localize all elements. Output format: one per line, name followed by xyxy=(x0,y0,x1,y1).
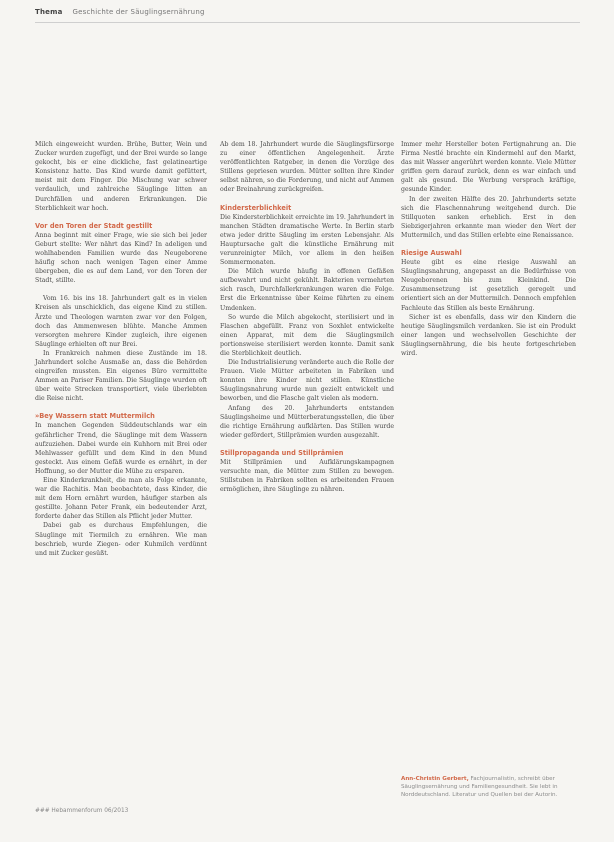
paragraph: So wurde die Milch abgekocht, sterilisiert und in Flaschen abgefüllt. Franz von Soxhlet entwickelte einen Apparat, mit dem die Säuglingsmilch portionsweise sterilisiert werden konnte. Damit sank die Sterblichkeit deutlich. xyxy=(220,313,394,357)
paragraph: Milch eingeweicht wurden. Brühe, Butter, Wein und Zucker wurden zugefügt, und der Brei wurde so lange gekocht, bis er eine dickliche, fast gelatineartige Konsistenz hatte. Das Kind wurde damit gefüttert, meist mit dem Finger. Die Mischung war schwer verdaulich, und zahlreiche Säuglinge litten an Durchfällen und anderen Erkrankungen. Die Sterblichkeit war hoch. xyxy=(35,141,207,212)
paragraph: Mit Stillprämien und Aufklärungskampagnen versuchte man, die Mütter zum Stillen zu bewegen. Stillstuben in Fabriken sollten es arbeitenden Frauen ermöglichen, ihre Säuglinge zu nähren. xyxy=(220,458,394,494)
page-header xyxy=(35,5,595,19)
running-title: Geschichte der Säuglingsernährung xyxy=(72,8,205,16)
subheading: Riesige Auswahl xyxy=(401,249,462,258)
paragraph: Anfang des 20. Jahrhunderts entstanden Säuglingsheime und Mütterberatungsstellen, die über die richtige Ernährung aufklärten. Das Stillen wurde wieder gefördert, Stillprämien wurden ausgezahlt. xyxy=(220,404,394,439)
paragraph: Dabei gab es durchaus Empfehlungen, die Säuglinge mit Tiermilch zu ernähren. Wie man beschrieb, wurde Ziegen- oder Kuhmilch verdünnt und mit Zucker gesüßt. xyxy=(35,522,207,557)
subheading: Stillpropaganda und Stillprämien xyxy=(220,448,344,457)
subheading: Kindersterblichkeit xyxy=(220,203,292,212)
paragraph: Vom 16. bis ins 18. Jahrhundert galt es in vielen Kreisen als unschicklich, das eigene Kind zu stillen. Ärzte und Theologen warnten zwar vor den Folgen, doch das Ammenwesen blühte. Manche Ammen versorgten mehrere Kinder zugleich, ihre eigenen Säuglinge erhielten oft nur Brei. xyxy=(35,295,207,348)
paragraph: Eine Kinderkrankheit, die man als Folge erkannte, war die Rachitis. Man beobachtete, dass Kinder, die mit dem Horn ernährt wurden, häufiger starben als gestillte. Johann Peter Frank, ein bedeutender Arzt, forderte daher das Stillen als Pflicht jeder Mutter. xyxy=(35,477,207,521)
paragraph: In manchen Gegenden Süddeutschlands war ein gefährlicher Trend, die Säuglinge mit dem Wassern aufzuziehen. Dabei wurde ein Kuhhorn mit Brei oder Mehlwasser gefüllt und dem Kind in den Mund gesteckt. Aus einem Gefäß wurde es ernährt, in der Hoffnung, so der Mutter die Mühe zu ersparen. xyxy=(35,422,207,475)
subheading: »Bey Wassern statt Muttermilch xyxy=(35,412,155,421)
paragraph: Immer mehr Hersteller boten Fertignahrung an. Die Firma Nestlé brachte ein Kindermehl auf den Markt, das mit Wasser angerührt werden konnte. Viele Mütter griffen gern darauf zurück, denn es war einfach und galt als gesund. Die Werbung versprach kräftige, gesunde Kinder. xyxy=(401,141,576,194)
text-column-1 xyxy=(35,140,207,558)
author-box xyxy=(401,775,581,799)
paragraph: Die Milch wurde häufig in offenen Gefäßen aufbewahrt und nicht gekühlt. Bakterien vermehrten sich rasch, Durchfallerkrankungen waren die Folge. Erst die Erkenntnisse über Keime führten zu einem Umdenken. xyxy=(220,268,394,312)
page-footer: ### Hebammenforum 06/2013 xyxy=(35,808,129,814)
author-name: Ann-Christin Gerbert, xyxy=(401,776,469,782)
paragraph: In Frankreich nahmen diese Zustände im 18. Jahrhundert solche Ausmaße an, dass die Behörden eingreifen mussten. Ein eigenes Büro vermittelte Ammen an Pariser Familien. Die Säuglinge wurden oft über weite Strecken transportiert, viele überlebten die Reise nicht. xyxy=(35,349,207,403)
paragraph: Sicher ist es ebenfalls, dass wir den Kindern die heutige Säuglingsmilch verdanken. Sie ist ein Produkt einer langen und wechselvollen Geschichte der Säuglingsernährung, die bis heute fortgeschrieben wird. xyxy=(401,313,576,357)
paragraph: In der zweiten Hälfte des 20. Jahrhunderts setzte sich die Flaschennahrung weitgehend durch. Die Stillquoten sanken erheblich. Erst in den Siebzigerjahren erkannte man wieder den Wert der Muttermilch, und das Stillen erlebte eine Renaissance. xyxy=(401,195,576,239)
paragraph: Die Kindersterblichkeit erreichte im 19. Jahrhundert in manchen Städten dramatische Werte. In Berlin starb etwa jeder dritte Säugling im ersten Lebensjahr. Als Hauptursache galt die künstliche Ernährung mit verunreinigter Milch, vor allem in den heißen Sommermonaten. xyxy=(220,213,394,267)
section-label: Thema xyxy=(35,8,63,16)
paragraph: Ab dem 18. Jahrhundert wurde die Säuglingsfürsorge zu einer öffentlichen Angelegenheit. Ärzte veröffentlichten Ratgeber, in denen die Vorzüge des Stillens gepriesen wurden. Mütter sollten ihre Kinder selbst nähren, so die Forderung, und nicht auf Ammen oder Breinahrung zurückgreifen. xyxy=(220,141,394,194)
author-bio: Fachjournalistin, schreibt über Säuglingsernährung und Familiengesundheit. Sie lebt in Norddeutschland. Literatur und Quellen bei der Autorin. xyxy=(401,776,558,798)
paragraph: Die Industrialisierung veränderte auch die Rolle der Frauen. Viele Mütter arbeiteten in Fabriken und konnten ihre Kinder nicht stillen. Künstliche Säuglingsnahrung wurde nun gezielt entwickelt und beworben, und die Flasche galt vielen als modern. xyxy=(220,359,394,403)
subheading: Vor den Toren der Stadt gestillt xyxy=(35,221,153,230)
paragraph: Anna beginnt mit einer Frage, wie sie sich bei jeder Geburt stellte: Wer nährt das Kind? In adeligen und wohlhabenden Familien wurde das Neugeborene häufig schon nach wenigen Tagen einer Amme übergeben, die es auf dem Land, vor den Toren der Stadt, stillte. xyxy=(35,231,207,285)
header-divider xyxy=(35,22,580,23)
text-column-2 xyxy=(220,140,394,503)
paragraph: Heute gibt es eine riesige Auswahl an Säuglingsnahrung, angepasst an die Bedürfnisse von Neugeborenen bis zum Kleinkind. Die Zusammensetzung ist gesetzlich geregelt und orientiert sich an der Muttermilch. Dennoch empfehlen Fachleute das Stillen als beste Ernährung. xyxy=(401,259,576,312)
text-column-3 xyxy=(401,140,576,358)
